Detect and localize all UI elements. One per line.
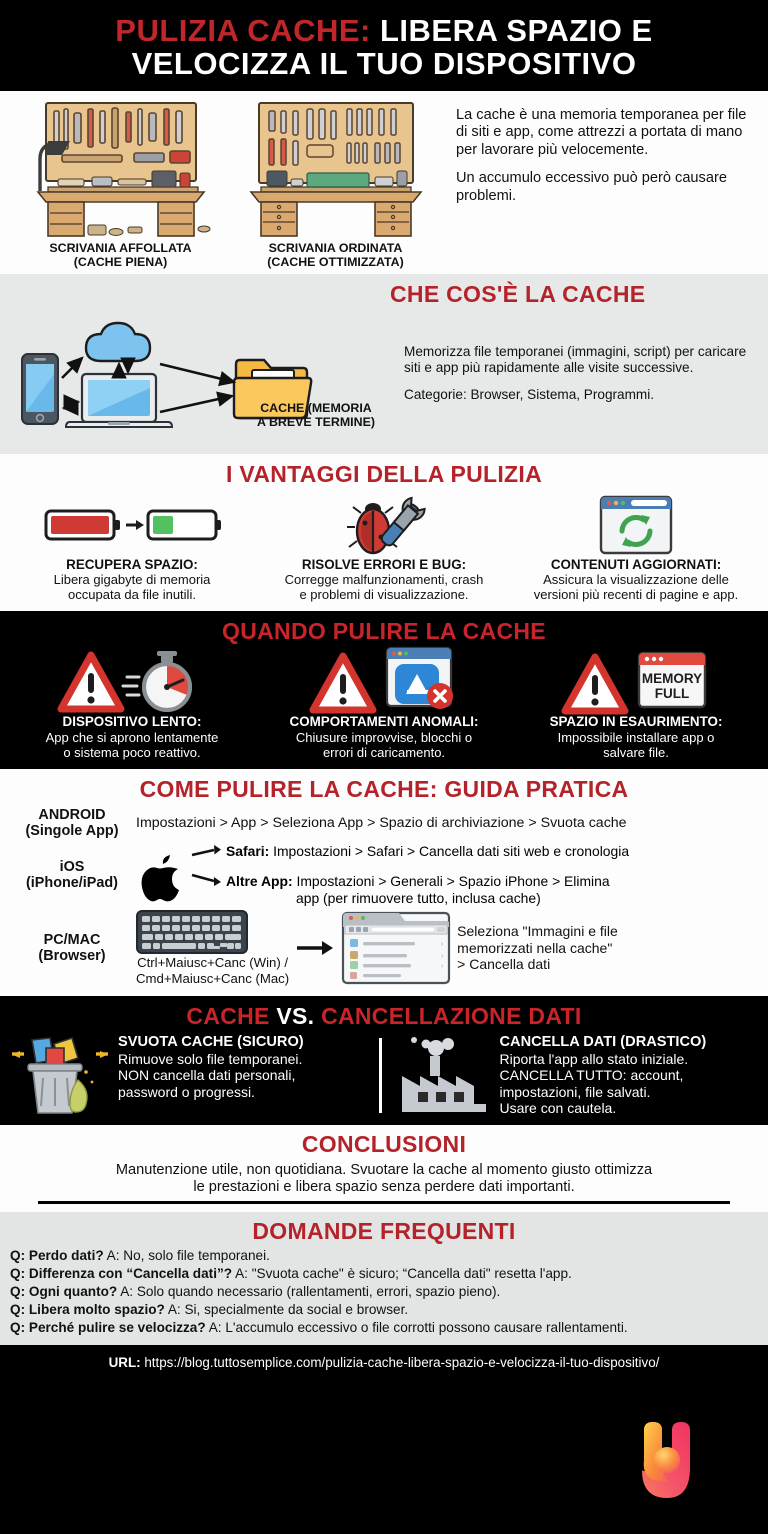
when-head-2: SPAZIO IN ESAURIMENTO: bbox=[549, 714, 723, 730]
when-body-1-l2: errori di caricamento. bbox=[322, 745, 446, 760]
footer-url-value: https://blog.tuttosemplice.com/pulizia-cache-libera-spazio-e-velocizza-il-tuo-dispositivo/ bbox=[140, 1355, 660, 1371]
header-banner bbox=[0, 0, 768, 91]
guide-ios-other-bold: Altre App: bbox=[226, 872, 293, 889]
faq-a-1: A: "Svuota cache" è sicuro; “Cancella dati" resetta l'app. bbox=[232, 1265, 572, 1281]
benefit-item-2 bbox=[510, 492, 762, 604]
pc-text-l2: memorizzati nella cache" bbox=[457, 939, 613, 956]
when-item-2 bbox=[510, 649, 762, 761]
pc-text-l1: Seleziona "Immagini e file bbox=[457, 922, 618, 939]
benefit-body-1 bbox=[262, 573, 506, 603]
browser-settings-icon bbox=[341, 911, 451, 985]
what-is-cache-title: CHE COS'È LA CACHE bbox=[390, 280, 646, 307]
versus-title bbox=[0, 996, 768, 1034]
memory-full-line1: MEMORY bbox=[641, 671, 703, 687]
arrow-icon-safari bbox=[192, 843, 226, 859]
desk-tidy-block bbox=[233, 99, 438, 270]
faq-a-3: A: Si, specialmente da social e browser. bbox=[164, 1301, 409, 1317]
memory-full-line2: FULL bbox=[654, 686, 690, 702]
intro-text bbox=[448, 99, 760, 270]
benefit-body-2 bbox=[514, 573, 758, 603]
versus-left-text bbox=[118, 1034, 304, 1100]
faq-q-1: Q: Differenza con “Cancella dati”? bbox=[10, 1265, 233, 1281]
warning-stopwatch-icon bbox=[57, 649, 207, 715]
cache-caption-line2: A BREVE TERMINE) bbox=[257, 414, 375, 429]
versus-title-vs: VS. bbox=[276, 1002, 315, 1029]
whatis-paragraph-1: Memorizza file temporanei (immagini, script) per caricare siti e app più rapidamente alle visite successive. bbox=[404, 343, 747, 376]
versus-right bbox=[396, 1034, 759, 1117]
svg-text:›: › bbox=[441, 941, 444, 949]
benefit-body-2-l2: versioni più recenti di pagine e app. bbox=[533, 587, 739, 603]
pc-shortcut-l2: Cmd+Maiusc+Canc (Mac) bbox=[136, 970, 290, 986]
footer-url[interactable] bbox=[109, 1355, 660, 1370]
intro-section bbox=[0, 91, 768, 274]
cloud-icon bbox=[86, 323, 150, 361]
benefit-body-0 bbox=[10, 573, 254, 603]
guide-ios-safari-row bbox=[192, 843, 760, 860]
laptop-icon bbox=[66, 374, 172, 427]
what-is-cache-section bbox=[0, 274, 768, 454]
faq-item-3 bbox=[10, 1301, 758, 1319]
desk-messy-caption-line2: (CACHE PIENA) bbox=[73, 254, 168, 269]
arrow-icon-other-app bbox=[192, 873, 226, 889]
when-columns bbox=[0, 649, 768, 769]
benefit-head-0: RECUPERA SPAZIO: bbox=[66, 556, 198, 572]
cache-folder-caption bbox=[236, 402, 396, 430]
page-title-line2: VELOCIZZA IL TUO DISPOSITIVO bbox=[131, 46, 637, 82]
versus-left-l1: Rimuove solo file temporanei. bbox=[118, 1050, 303, 1067]
conclusions-line2: le prestazioni e libera spazio senza perdere dati importanti. bbox=[193, 1179, 575, 1196]
faq-q-0: Q: Perdo dati? bbox=[10, 1247, 104, 1263]
page-title bbox=[10, 14, 758, 81]
what-is-cache-text bbox=[398, 316, 760, 444]
benefit-head-2: CONTENUTI AGGIORNATI: bbox=[550, 556, 722, 572]
battery-refill-icon bbox=[42, 499, 222, 551]
benefit-body-1-l2: e problemi di visualizzazione. bbox=[299, 587, 469, 603]
faq-q-3: Q: Libera molto spazio? bbox=[10, 1301, 165, 1317]
conclusions-title: CONCLUSIONI bbox=[301, 1130, 467, 1157]
guide-ios-safari-bold: Safari: bbox=[226, 843, 270, 860]
benefits-title: I VANTAGGI DELLA PULIZIA bbox=[226, 460, 542, 487]
when-item-1 bbox=[258, 649, 510, 761]
guide-label-ios bbox=[8, 859, 136, 891]
android-label-l1: ANDROID bbox=[38, 806, 106, 823]
keyboard-icon bbox=[136, 910, 248, 954]
desk-messy-block bbox=[18, 99, 223, 270]
guide-android-path: Impostazioni > App > Seleziona App > Spazio di archiviazione > Svuota cache bbox=[136, 814, 627, 831]
benefit-head-1: RISOLVE ERRORI E BUG: bbox=[301, 556, 467, 572]
keyboard-shortcut-caption bbox=[136, 955, 289, 986]
guide-pcmac-content bbox=[136, 910, 760, 986]
when-item-0 bbox=[6, 649, 258, 761]
when-body-1-l1: Chiusure improvvise, blocchi o bbox=[295, 730, 473, 746]
faq-a-2: A: Solo quando necessario (rallentamenti, errori, spazio pieno). bbox=[117, 1283, 501, 1299]
conclusions-section bbox=[0, 1125, 768, 1212]
guide-pc-instruction bbox=[457, 923, 618, 973]
when-body-2-l2: salvare file. bbox=[603, 745, 669, 760]
benefits-columns bbox=[0, 492, 768, 612]
benefit-body-0-l2: occupata da file inutili. bbox=[68, 587, 196, 603]
versus-right-l4: Usare con cautela. bbox=[499, 1100, 617, 1117]
versus-section bbox=[0, 996, 768, 1125]
trash-can-icon bbox=[10, 1034, 110, 1116]
guide-ios-other-rest2: app (per rimuovere tutto, inclusa cache) bbox=[296, 889, 541, 906]
guide-row-ios bbox=[8, 843, 760, 906]
guide-ios-other-rest: Impostazioni > Generali > Spazio iPhone > Elimina bbox=[292, 872, 610, 889]
faq-section bbox=[0, 1212, 768, 1345]
svg-text:›: › bbox=[441, 963, 444, 971]
conclusions-line1: Manutenzione utile, non quotidiana. Svuotare la cache al momento giusto ottimizza bbox=[115, 1161, 653, 1178]
versus-left-l3: password o progressi. bbox=[118, 1083, 255, 1100]
bug-wrench-icon bbox=[339, 493, 429, 557]
faq-title: DOMANDE FREQUENTI bbox=[252, 1217, 516, 1244]
conclusions-divider bbox=[38, 1201, 730, 1204]
desk-tidy-caption-line1: SCRIVANIA ORDINATA bbox=[268, 240, 403, 255]
intro-paragraph-1: La cache è una memoria temporanea per file di siti e app, come attrezzi a portata di mano per lavorare più velocemente. bbox=[456, 106, 747, 158]
when-head-1: COMPORTAMENTI ANOMALI: bbox=[289, 714, 479, 730]
u-logo-icon bbox=[624, 1422, 710, 1498]
guide-title: COME PULIRE LA CACHE: GUIDA PRATICA bbox=[139, 775, 629, 802]
arrow-icon-pcmac bbox=[295, 938, 335, 958]
benefits-section bbox=[0, 454, 768, 612]
guide-ios-safari-rest: Impostazioni > Safari > Cancella dati siti web e cronologia bbox=[269, 843, 630, 860]
guide-section bbox=[0, 769, 768, 996]
guide-row-android bbox=[8, 807, 760, 839]
faq-item-2 bbox=[10, 1283, 758, 1301]
benefit-body-0-l1: Libera gigabyte di memoria bbox=[53, 572, 211, 588]
versus-right-text bbox=[500, 1034, 707, 1117]
messy-desk-icon bbox=[18, 99, 223, 239]
android-label-l2: (Singole App) bbox=[25, 823, 119, 840]
guide-label-android bbox=[8, 807, 136, 839]
brand-logo bbox=[624, 1422, 710, 1498]
apple-logo-icon bbox=[140, 847, 188, 903]
faq-a-4: A: L'accumulo eccessivo o file corrotti possono causare rallentamenti. bbox=[205, 1320, 628, 1336]
when-body-0 bbox=[10, 731, 254, 761]
benefit-item-1 bbox=[258, 492, 510, 604]
intro-paragraph-2: Un accumulo eccessivo può però causare problemi. bbox=[456, 170, 727, 204]
versus-left bbox=[10, 1034, 373, 1116]
footer-url-label: URL: bbox=[108, 1355, 141, 1371]
phone-icon bbox=[22, 354, 58, 424]
pc-label-l1: PC/MAC bbox=[43, 931, 101, 948]
faq-item-4 bbox=[10, 1319, 758, 1337]
faq-list bbox=[10, 1247, 758, 1337]
faq-item-0 bbox=[10, 1247, 758, 1265]
versus-right-l3: impostazioni, file salvati. bbox=[499, 1083, 651, 1100]
page-title-rest: LIBERA SPAZIO E bbox=[370, 13, 653, 48]
versus-divider bbox=[379, 1038, 382, 1113]
benefit-body-1-l1: Corregge malfunzionamenti, crash bbox=[284, 572, 484, 588]
desk-messy-caption-line1: SCRIVANIA AFFOLLATA bbox=[49, 240, 192, 255]
desk-illustrations bbox=[8, 99, 448, 270]
when-body-1 bbox=[262, 731, 506, 761]
pc-text-l3: > Cancella dati bbox=[457, 956, 551, 973]
versus-left-l2: NON cancella dati personali, bbox=[118, 1067, 296, 1084]
versus-columns bbox=[0, 1034, 768, 1125]
pc-label-l2: (Browser) bbox=[38, 948, 106, 965]
when-body-0-l2: o sistema poco reattivo. bbox=[63, 745, 201, 760]
versus-right-l2: CANCELLA TUTTO: account, bbox=[499, 1067, 684, 1084]
warning-appstore-error-icon bbox=[309, 646, 459, 718]
versus-right-l1: Riporta l'app allo stato iniziale. bbox=[499, 1050, 689, 1067]
when-body-2 bbox=[514, 731, 758, 761]
benefit-body-2-l1: Assicura la visualizzazione delle bbox=[543, 572, 729, 588]
when-to-clean-section bbox=[0, 611, 768, 769]
versus-title-part1: CACHE bbox=[186, 1002, 277, 1029]
versus-title-part2: CANCELLAZIONE DATI bbox=[314, 1002, 582, 1029]
when-to-clean-title: QUANDO PULIRE LA CACHE bbox=[222, 618, 546, 645]
ios-label-l1: iOS bbox=[59, 858, 85, 875]
versus-right-head: CANCELLA DATI (DRASTICO) bbox=[499, 1033, 707, 1050]
page-title-accent: PULIZIA CACHE: bbox=[115, 13, 371, 48]
guide-ios-other-text bbox=[226, 873, 610, 906]
ios-label-l2: (iPhone/iPad) bbox=[26, 874, 118, 891]
browser-refresh-icon bbox=[597, 493, 675, 557]
faq-q-4: Q: Perché pulire se velocizza? bbox=[10, 1320, 206, 1336]
guide-ios-safari-text bbox=[226, 843, 629, 860]
whatis-paragraph-2: Categorie: Browser, Sistema, Programmi. bbox=[404, 387, 655, 403]
guide-label-pcmac bbox=[8, 932, 136, 964]
guide-row-pcmac bbox=[8, 910, 760, 986]
cache-caption-line1: CACHE (MEMORIA bbox=[260, 400, 372, 415]
footer-url-bar bbox=[0, 1345, 768, 1379]
desk-tidy-caption-line2: (CACHE OTTIMIZZATA) bbox=[267, 254, 404, 269]
versus-left-head: SVUOTA CACHE (SICURO) bbox=[118, 1033, 304, 1050]
when-body-0-l1: App che si aprono lentamente bbox=[45, 730, 219, 746]
faq-item-1 bbox=[10, 1265, 758, 1283]
faq-q-2: Q: Ogni quanto? bbox=[10, 1283, 118, 1299]
keyboard-block bbox=[136, 910, 289, 986]
benefit-item-0 bbox=[6, 492, 258, 604]
guide-ios-rows bbox=[192, 843, 760, 906]
faq-a-0: A: No, solo file temporanei. bbox=[103, 1247, 270, 1263]
when-head-0: DISPOSITIVO LENTO: bbox=[62, 714, 202, 730]
when-body-2-l1: Impossibile installare app o bbox=[557, 730, 715, 746]
desk-tidy-caption bbox=[233, 242, 438, 270]
svg-text:›: › bbox=[441, 953, 444, 961]
cache-diagram bbox=[8, 316, 398, 444]
pc-shortcut-l1: Ctrl+Maiusc+Canc (Win) / bbox=[137, 955, 289, 971]
factory-icon bbox=[396, 1034, 492, 1116]
tidy-desk-icon bbox=[233, 99, 438, 239]
desk-messy-caption bbox=[18, 242, 223, 270]
warning-memory-full-icon bbox=[561, 649, 711, 715]
guide-ios-other-row bbox=[192, 873, 760, 906]
